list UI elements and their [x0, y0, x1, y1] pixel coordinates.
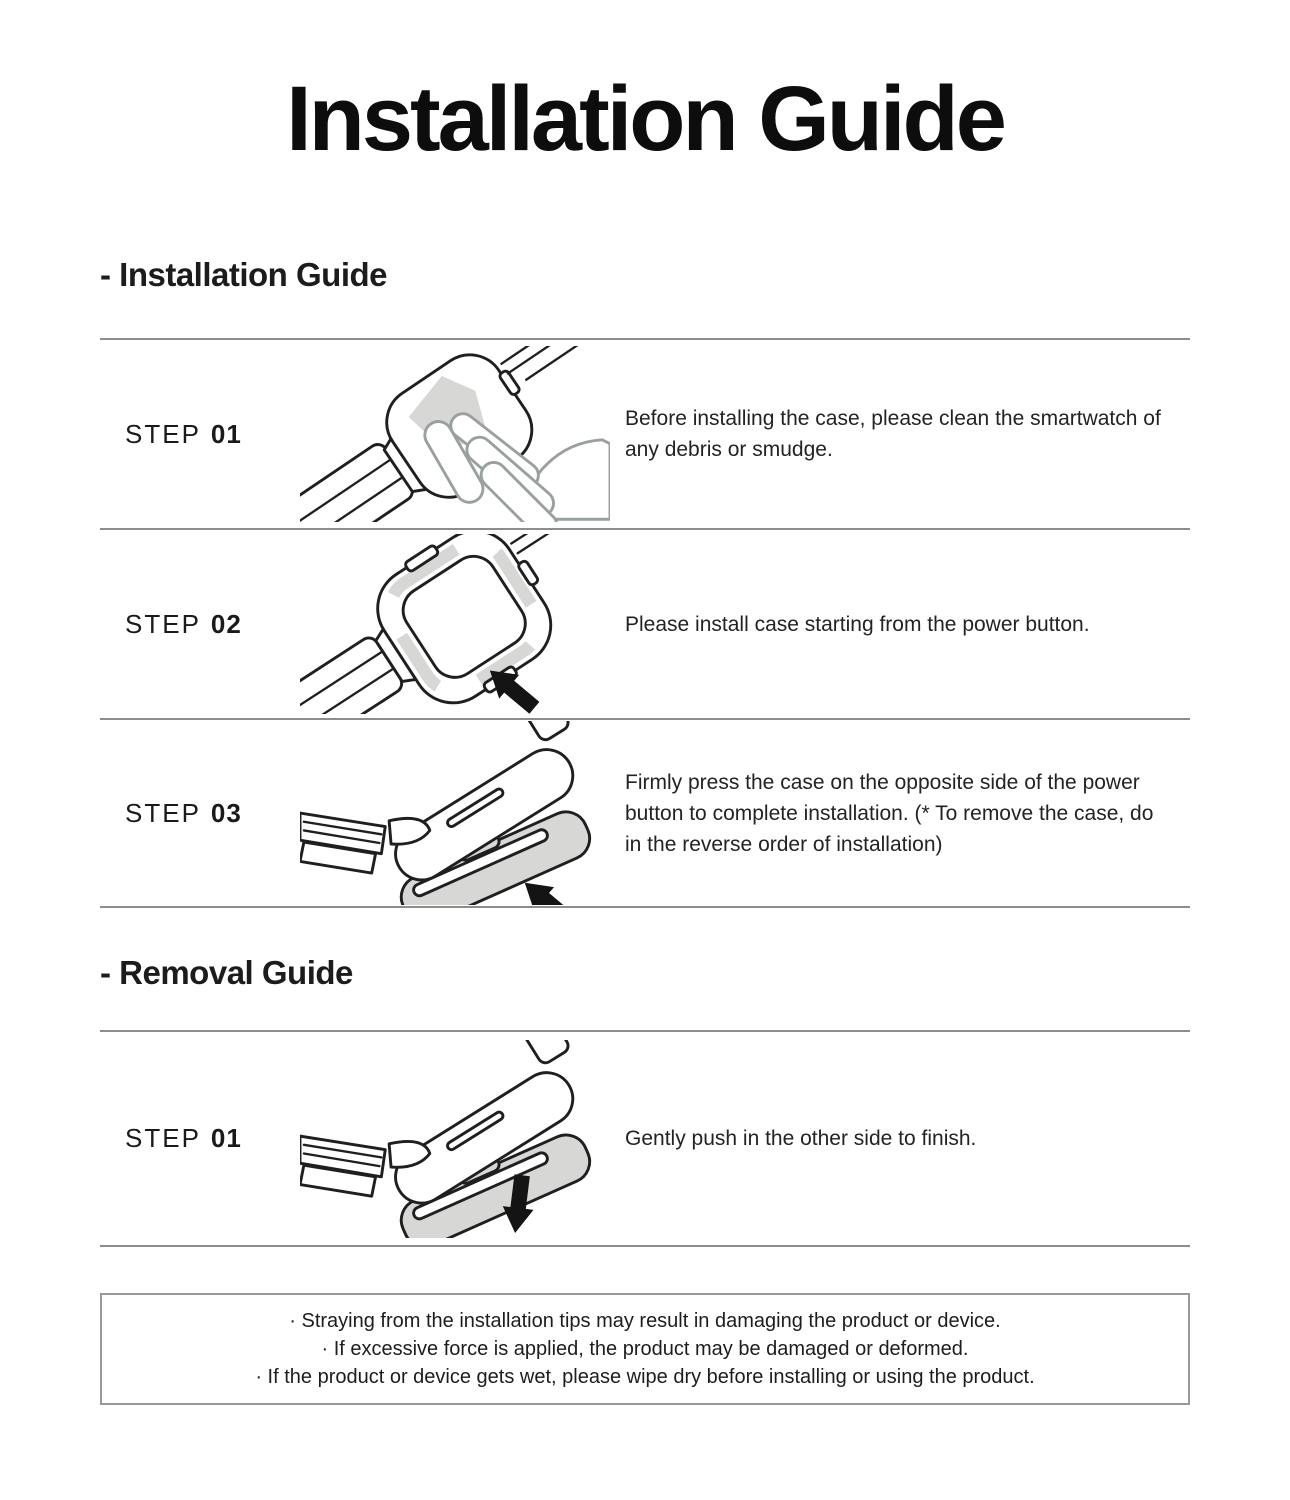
page-title: Installation Guide: [286, 68, 1004, 170]
removal-steps-table: [100, 1030, 1190, 1247]
step-label: [100, 798, 300, 829]
note-line: · If the product or device gets wet, please wipe dry before installing or using the product.: [255, 1366, 1035, 1388]
wipe-smartwatch-icon: [300, 346, 610, 522]
install-case-icon: [300, 534, 610, 714]
push-case-off-illustration: [300, 1032, 610, 1245]
press-case-opposite-side-illustration: [300, 720, 610, 906]
step-word: STEP: [125, 608, 201, 639]
step-number: 01: [210, 1123, 242, 1153]
step-label: [100, 419, 300, 450]
step-description: Gently push in the other side to finish.: [625, 1127, 977, 1150]
wipe-smartwatch-illustration: [300, 340, 610, 528]
step-word: STEP: [125, 797, 201, 828]
step-description: Please install case starting from the power button.: [625, 612, 1090, 636]
warning-notes-box: [100, 1293, 1190, 1405]
note-line: · Straying from the installation tips may result in damaging the product or device.: [289, 1310, 1001, 1332]
installation-step-row-1: [100, 338, 1190, 528]
installation-steps-table: [100, 338, 1190, 908]
install-case-from-power-button-illustration: [300, 530, 610, 718]
step-label: [100, 609, 300, 640]
press-case-icon: [300, 721, 610, 905]
step-number: 03: [210, 797, 242, 828]
step-number: 02: [210, 608, 242, 639]
step-label: [100, 1123, 300, 1154]
removal-step-row-1: [100, 1030, 1190, 1247]
step-number: 01: [210, 418, 242, 449]
step-description: Before installing the case, please clean the smartwatch of any debris or smudge.: [625, 407, 1161, 461]
installation-step-row-3: [100, 718, 1190, 908]
step-word: STEP: [125, 418, 201, 449]
installation-section-heading: - Installation Guide: [100, 256, 388, 293]
push-case-off-icon: [300, 1040, 610, 1238]
installation-step-row-2: [100, 528, 1190, 718]
step-description: Firmly press the case on the opposite side of the power button to complete installation. (* To remove the case, do in the reverse order of installation): [625, 770, 1154, 856]
removal-section-heading: - Removal Guide: [100, 954, 353, 991]
note-line: · If excessive force is applied, the product may be damaged or deformed.: [321, 1338, 969, 1360]
step-word: STEP: [125, 1123, 201, 1153]
